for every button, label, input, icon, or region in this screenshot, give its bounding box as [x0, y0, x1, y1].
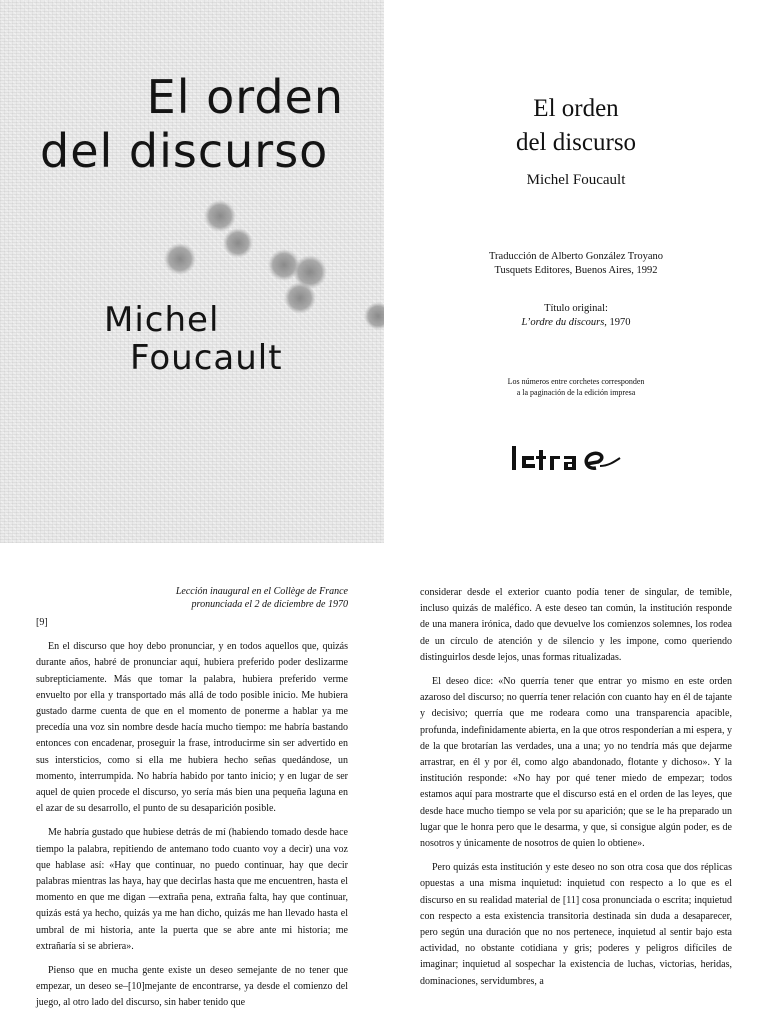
pagination-note-line2: a la paginación de la edición impresa: [516, 388, 636, 397]
original-title: L’ordre du discours: [521, 317, 605, 328]
original-title-block: [384, 302, 768, 330]
page-marker: [9]: [36, 617, 48, 628]
paragraph: considerar desde el exterior cuanto podía tener de singular, de temible, incluso quizás de maléfico. A este deseo tan común, la institución responde de una manera irónica, dado que devuelve los comienzos solemnes, los rodea de un círculo de atención y de silencio y les impone, como queriendo distinguirlos desde lejos, unas formas ritualizadas.: [420, 587, 732, 663]
original-title-line: [384, 316, 768, 330]
title-page-author: Michel Foucault: [526, 172, 626, 188]
cover-title-line2: del discurso: [40, 124, 329, 178]
book-cover: [0, 0, 384, 543]
paragraph: Pienso que en mucha gente existe un deseo semejante de no tener que empezar, un deseo se–[10]mejante de encontrarse, ya desde el comienzo del juego, al otro lado del discurso, sin haber tenido que: [36, 965, 348, 1009]
dedication-line1: Lección inaugural en el Collège de France: [175, 586, 348, 597]
paragraph: Me habría gustado que hubiese detrás de mí (habiendo tomado desde hace tiempo la palabra, repitiendo de antemano todo cuanto voy a decir) una voz que hablase así: «Hay que continuar, no puedo continuar, hay que decir palabras mientras las haya, hay que decirlas hasta que me encuentren, hasta el momento en que me digan —extraña pena, extraña falta, hay que continuar, quizás está ya hecho, quizás ya me han dicho, quizás me han llevado hasta el umbral de mi historia, ante la puerta que se abre ante mi historia; me extrañaría si se abriera».: [36, 827, 348, 952]
pagination-note: [384, 376, 768, 398]
paragraph: El deseo dice: «No querría tener que entrar yo mismo en este orden azaroso del discurso; no querría tener relación con cuanto hay en él de tajante y decisivo; querría que me rodeara como una transparencia apacible, profunda, indefinidamente abierta, en la que otros responderían a mi espera, y de la que brotarían las verdades, una a una; yo no tendría más que dejarme arrastrar, en él y por él, como algo abandonado, flotante y dichoso». Y la institución responde: «No hay por qué tener miedo de empezar; todos estamos aquí para mostrarte que el discurso está en el orden de las leyes, que desde hace mucho tiempo se vela por su aparición; que se le ha preparado un lugar que le honra pero que le desarma, y que, si consigue algún poder, es de nosotros y únicamente de nosotros de quien lo obtiene».: [420, 676, 732, 850]
title-page-heading-line2: del discurso: [515, 129, 637, 156]
original-year: , 1970: [604, 317, 631, 328]
right-text-column: [420, 585, 732, 998]
publisher-line: Tusquets Editores, Buenos Aires, 1992: [494, 265, 658, 276]
cover-author-last-name: Foucault: [130, 338, 283, 378]
dedication: [36, 585, 348, 611]
title-page-heading-line1: El orden: [533, 95, 619, 122]
title-page: [384, 0, 768, 543]
paragraph: En el discurso que hoy debo pronunciar, y en todos aquellos que, quizás durante años, habré de pronunciar aquí, hubiera preferido poder deslizarme subrepticiamente. Más que tomar la palabra, hubiera preferido verme envuelto por ella y transportado más allá de todo posible inicio. Me hubiera gustado darme cuenta de que en el momento de ponerme a hablar ya me precedía una voz sin nombre desde hacía mucho tiempo: me habría bastando entonces con encadenar, proseguir la frase, introducirme sin ser advertido en sus intersticios, como si ella me hubiera hecho señas quedándose, un momento, interrumpida. No habría habido por tanto inicio; y en lugar de ser aquel de quien procede el discurso, yo sería más bien una pequeña laguna en el azar de su desarrollo, el punto de su desaparición posible.: [36, 641, 348, 815]
translation-credits: [384, 250, 768, 278]
dedication-line2: pronunciada el 2 de diciembre de 1970: [191, 599, 348, 610]
original-title-label: Título original:: [544, 303, 608, 314]
cover-title-line1: El orden: [146, 70, 344, 124]
paragraph: Pero quizás esta institución y este deseo no son otra cosa que dos réplicas opuestas a una misma inquietud: inquietud con respecto a lo que es el discurso en su realidad material de [11] cosa pronunciada o escrita; inquietud con respecto a esta existencia transitoria destinada sin duda a desaparecer, pero según una duración que no nos pertenece, inquietud al sentir bajo esta actividad, no obstante cotidiana y gris; poderes y peligros difíciles de imaginar; inquietud al sospechar la existencia de luchas, victorias, heridas, dominaciones, servidumbres, a: [420, 862, 732, 987]
left-text-column: [36, 585, 348, 1020]
translator-line: Traducción de Alberto González Troyano: [489, 251, 663, 262]
cover-author-first-name: Michel: [104, 300, 220, 340]
publisher-logo: [508, 440, 648, 480]
title-page-heading: [384, 92, 768, 160]
pagination-note-line1: Los números entre corchetes corresponden: [507, 377, 645, 386]
